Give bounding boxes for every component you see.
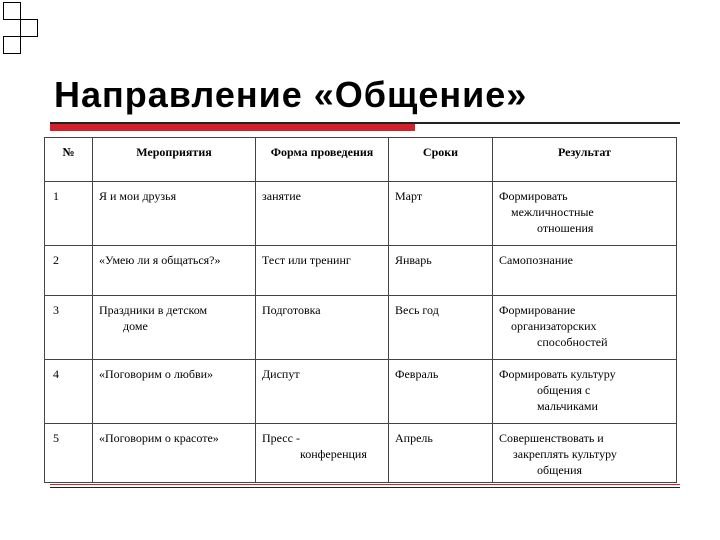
row-result bbox=[493, 246, 677, 296]
form-line: занятие bbox=[262, 189, 301, 203]
row-num: 4 bbox=[45, 360, 93, 424]
row-term: Январь bbox=[389, 246, 493, 296]
row-form bbox=[256, 424, 389, 483]
row-num: 5 bbox=[45, 424, 93, 483]
row-event bbox=[93, 424, 256, 483]
event-line: «Поговорим о любви» bbox=[99, 367, 214, 381]
form-line: Подготовка bbox=[262, 303, 321, 317]
row-form bbox=[256, 296, 389, 360]
result-line: отношения bbox=[537, 221, 594, 235]
row-event bbox=[93, 246, 256, 296]
table-header-row bbox=[45, 138, 677, 182]
header-event: Мероприятия bbox=[93, 138, 256, 182]
header-term: Сроки bbox=[389, 138, 493, 182]
row-num: 2 bbox=[45, 246, 93, 296]
row-result bbox=[493, 296, 677, 360]
row-form bbox=[256, 246, 389, 296]
row-term: Апрель bbox=[389, 424, 493, 483]
decor-square-2 bbox=[20, 19, 38, 37]
row-event bbox=[93, 182, 256, 246]
form-line: Пресс - bbox=[262, 431, 300, 445]
form-line: конференция bbox=[300, 447, 367, 461]
row-form bbox=[256, 182, 389, 246]
title-accent-bar bbox=[50, 124, 415, 131]
row-event bbox=[93, 296, 256, 360]
table-row bbox=[45, 424, 677, 483]
result-line: Формировать bbox=[499, 189, 568, 203]
result-line: общения с bbox=[537, 383, 591, 397]
decor-square-3 bbox=[3, 36, 21, 54]
event-line: доме bbox=[123, 319, 148, 333]
row-term: Весь год bbox=[389, 296, 493, 360]
result-line: общения bbox=[537, 463, 583, 477]
table-row bbox=[45, 182, 677, 246]
form-line: Диспут bbox=[262, 367, 300, 381]
slide-title: Направление «Общение» bbox=[54, 74, 528, 115]
result-line: организаторских bbox=[511, 319, 597, 333]
row-result bbox=[493, 424, 677, 483]
table-row bbox=[45, 360, 677, 424]
bottom-red-line bbox=[50, 484, 680, 485]
row-result bbox=[493, 360, 677, 424]
bottom-black-line bbox=[50, 487, 680, 488]
header-num: № bbox=[45, 138, 93, 182]
result-line: Формирование bbox=[499, 303, 576, 317]
table-row bbox=[45, 296, 677, 360]
header-result: Результат bbox=[493, 138, 677, 182]
result-line: Самопознание bbox=[499, 253, 574, 267]
result-line: межличностные bbox=[511, 205, 594, 219]
decor-square-1 bbox=[3, 2, 21, 20]
result-line: способностей bbox=[537, 335, 608, 349]
row-term: Март bbox=[389, 182, 493, 246]
row-num: 3 bbox=[45, 296, 93, 360]
row-form bbox=[256, 360, 389, 424]
event-line: «Умею ли я общаться?» bbox=[99, 253, 221, 267]
row-event bbox=[93, 360, 256, 424]
form-line: Тест или тренинг bbox=[262, 253, 351, 267]
row-term: Февраль bbox=[389, 360, 493, 424]
event-line: Праздники в детском bbox=[99, 303, 208, 317]
event-line: Я и мои друзья bbox=[99, 189, 177, 203]
event-line: «Поговорим о красоте» bbox=[99, 431, 219, 445]
result-line: Совершенствовать и bbox=[499, 431, 604, 445]
activities-table bbox=[44, 137, 677, 483]
row-num: 1 bbox=[45, 182, 93, 246]
result-line: закреплять культуру bbox=[513, 447, 617, 461]
result-line: мальчиками bbox=[537, 399, 598, 413]
result-line: Формировать культуру bbox=[499, 367, 616, 381]
header-form: Форма проведения bbox=[256, 138, 389, 182]
table-row bbox=[45, 246, 677, 296]
row-result bbox=[493, 182, 677, 246]
